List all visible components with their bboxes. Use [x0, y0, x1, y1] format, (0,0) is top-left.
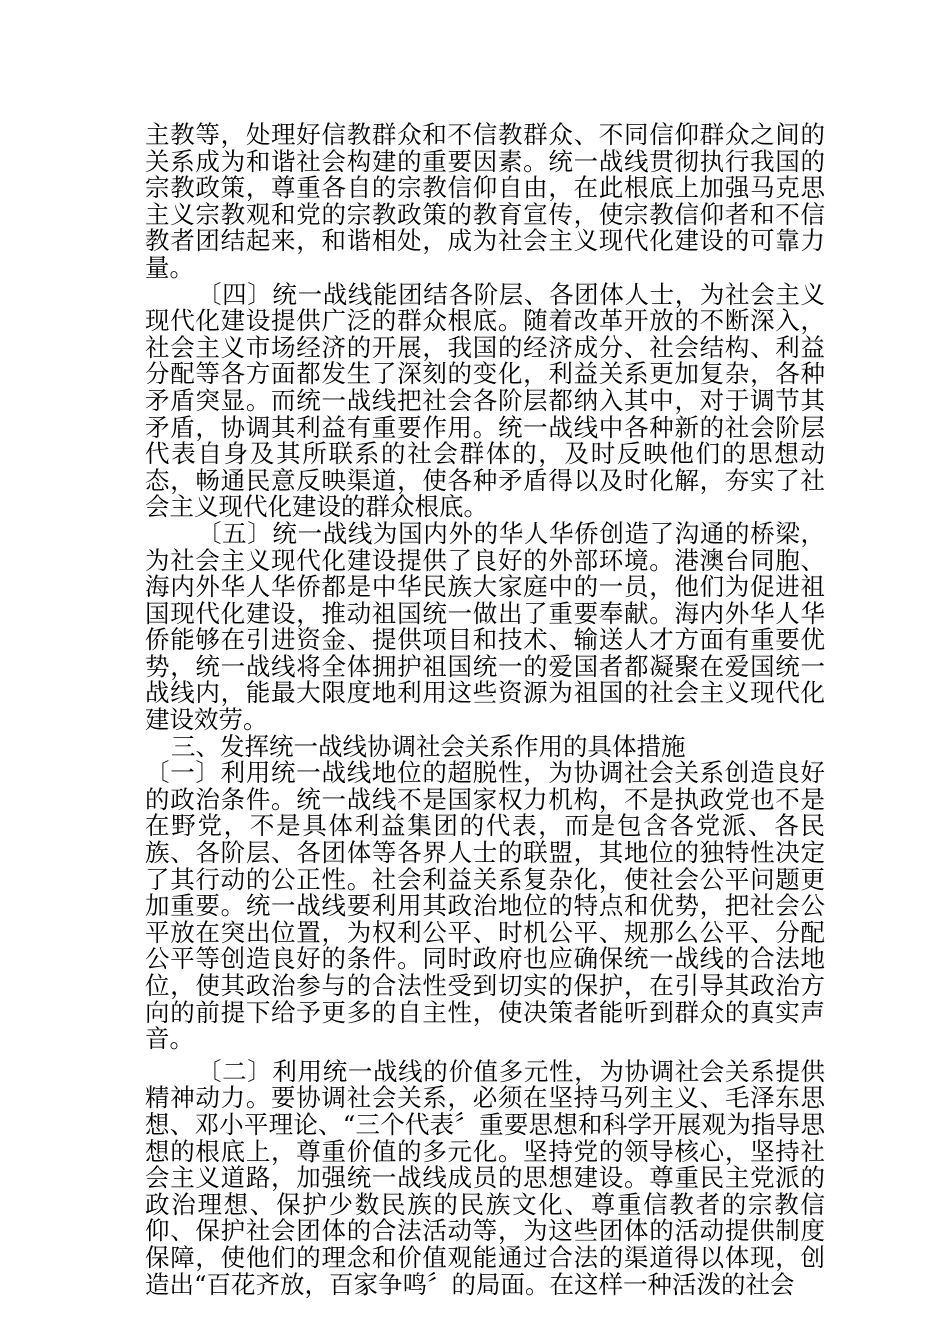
paragraph-measure-two: 〔二〕利用统一战线的价值多元性，为协调社会关系提供精神动力。要协调社会关系，必须在坚持马列主义、毛泽东思想、邓小平理论、“三个代表〞重要思想和科学开展观为指导思想的根底上，尊重价值的多元化。坚持党的领导核心，坚持社会主义道路，加强统一战线成员的思想建设。尊重民主党派的政治理想、保护少数民族的民族文化、尊重信教者的宗教信仰、保护社会团体的合法活动等，为这些团体的活动提供制度保障，使他们的理念和价值观能通过合法的渠道得以体现，创造出“百花齐放，百家争鸣〞的局面。在这样一种活泼的社会 — [145, 1056, 825, 1299]
paragraph-measure-one: 〔一〕利用统一战线地位的超脱性，为协调社会关系创造良好的政治条件。统一战线不是国家权力机构，不是执政党也不是在野党，不是具体利益集团的代表，而是包含各党派、各民族、各阶层、各团体等各界人士的联盟，其地位的独特性决定了其行动的公正性。社会利益关系复杂化，使社会公平问题更加重要。统一战线要利用其政治地位的特点和优势，把社会公平放在突出位置，为权利公平、时机公平、规那么公平、分配公平等创造良好的条件。同时政府也应确保统一战线的合法地位，使其政治参与的合法性受到切实的保护，在引导其政治方向的前提下给予更多的自主性，使决策者能听到群众的真实声音。 — [145, 758, 825, 1054]
paragraph-item-four: 〔四〕统一战线能团结各阶层、各团体人士，为社会主义现代化建设提供广泛的群众根底。随着改革开放的不断深入，社会主义市场经济的开展，我国的经济成分、社会结构、利益分配等各方面都发生了深刻的变化，利益关系更加复杂，各种矛盾突显。而统一战线把社会各阶层都纳入其中，对于调节其矛盾，协调其利益有重要作用。统一战线中各种新的社会阶层代表自身及其所联系的社会群体的，及时反映他们的思想动态，畅通民意反映渠道，使各种矛盾得以及时化解，夯实了社会主义现代化建设的群众根底。 — [145, 279, 825, 522]
paragraph-item-five: 〔五〕统一战线为国内外的华人华侨创造了沟通的桥梁，为社会主义现代化建设提供了良好的外部环境。港澳台同胞、海内外华人华侨都是中华民族大家庭中的一员，他们为促进祖国现代化建设，推动祖国统一做出了重要奉献。海内外华人华侨能够在引进资金、提供项目和技术、输送人才方面有重要优势，统一战线将全体拥护祖国统一的爱国者都凝聚在爱国统一战线内，能最大限度地利用这些资源为祖国的社会主义现代化建设效劳。 — [145, 518, 825, 735]
document-body — [145, 122, 825, 1298]
section-heading-three: 三、发挥统一战线协调社会关系作用的具体措施 — [171, 731, 686, 761]
paragraph-religion-continued: 主教等，处理好信教群众和不信教群众、不同信仰群众之间的关系成为和谐社会构建的重要因素。统一战线贯彻执行我国的宗教政策，尊重各自的宗教信仰自由，在此根底上加强马克思主义宗教观和党的宗教政策的教育宣传，使宗教信仰者和不信教者团结起来，和谐相处，成为社会主义现代化建设的可靠力量。 — [145, 120, 825, 282]
